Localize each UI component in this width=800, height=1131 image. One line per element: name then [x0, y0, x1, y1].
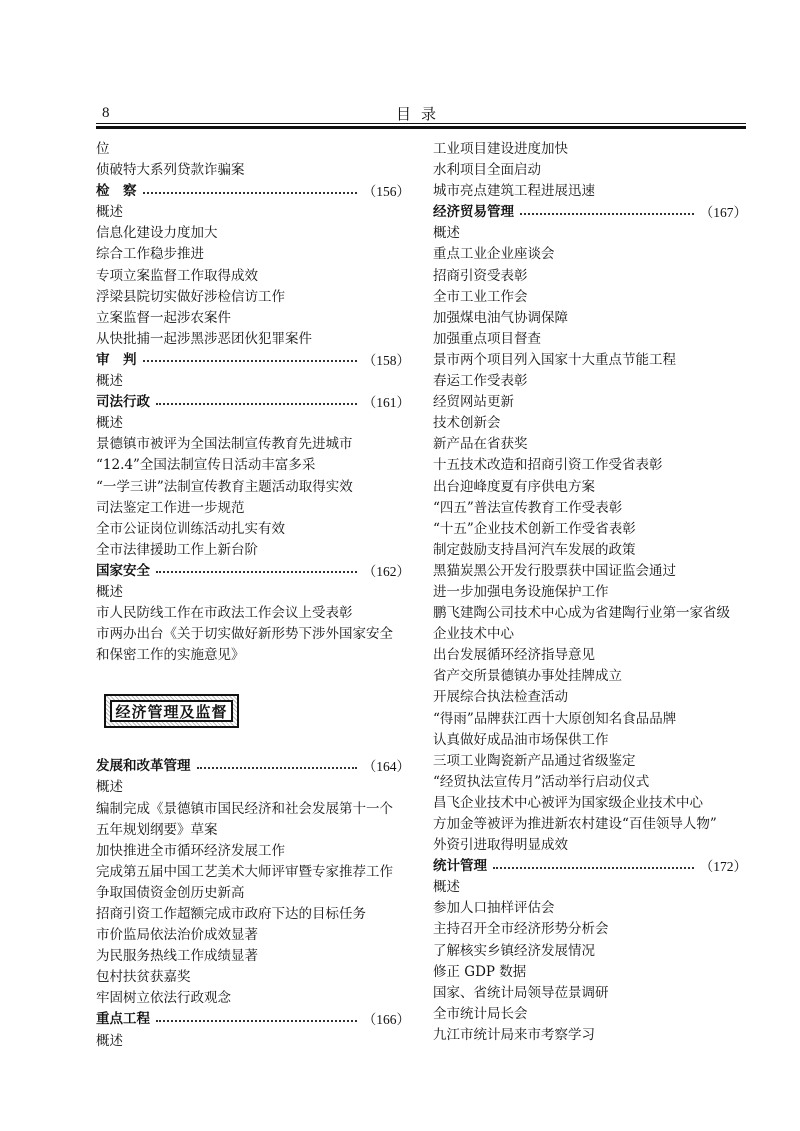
entry-title: 省产交所景德镇办事处挂牌成立 — [433, 668, 622, 685]
entry-title: 完成第五届中国工艺美术大师评审暨专家推荐工作 — [96, 863, 393, 880]
entry-title: 司法鉴定工作进一步规范 — [96, 499, 245, 516]
toc-entry — [433, 814, 747, 835]
section-title: 发展和改革管理 — [96, 758, 191, 775]
toc-entry — [433, 160, 747, 181]
entry-title: 出台迎峰度夏有序供电方案 — [433, 478, 595, 495]
entry-title: 信息化建设力度加大 — [96, 225, 218, 242]
entry-title: 五年规划纲要》草案 — [96, 821, 218, 838]
entry-title: 包村扶贫获嘉奖 — [96, 969, 191, 986]
entry-title: 城市亮点建筑工程进展迅速 — [433, 183, 595, 200]
running-header — [96, 98, 746, 128]
entry-title: 制定鼓励支持昌河汽车发展的政策 — [433, 541, 636, 558]
toc-entry — [96, 413, 410, 434]
toc-entry — [433, 877, 747, 898]
toc-entry — [96, 883, 410, 904]
page-number: 8 — [102, 105, 110, 121]
toc-entry — [433, 455, 747, 476]
entry-title: 招商引资受表彰 — [433, 267, 528, 284]
section-banner — [96, 666, 410, 756]
toc-entry — [96, 434, 410, 455]
banner-frame — [104, 694, 239, 728]
toc-entry — [96, 799, 410, 820]
toc-entry — [433, 1025, 747, 1046]
entry-title: 侦破特大系列贷款诈骗案 — [96, 162, 245, 179]
entry-title: 工业项目建设进度加快 — [433, 141, 568, 157]
entry-title: 加强煤电油气协调保障 — [433, 309, 568, 326]
entry-title: “12.4”全国法制宣传日活动丰富多采 — [96, 457, 316, 474]
toc-entry — [433, 392, 747, 413]
toc-entry — [433, 919, 747, 940]
entry-title: 十五技术改造和招商引资工作受省表彰 — [433, 457, 663, 474]
toc-entry — [433, 941, 747, 962]
entry-title: 编制完成《景德镇市国民经济和社会发展第十一个 — [96, 800, 393, 817]
dot-leader — [156, 571, 357, 573]
entry-title: 开展综合执法检查活动 — [433, 689, 568, 706]
toc-entry — [433, 898, 747, 919]
toc-entry — [433, 582, 747, 603]
section-title: 检 察 — [96, 183, 137, 200]
entry-title: 参加人口抽样评估会 — [433, 900, 555, 917]
toc-left-column — [96, 139, 410, 1052]
toc-entry — [433, 962, 747, 983]
entry-title: 经贸网站更新 — [433, 394, 514, 411]
entry-title: 加强重点项目督查 — [433, 330, 541, 347]
toc-entry — [433, 1004, 747, 1025]
toc-entry — [433, 983, 747, 1004]
section-title: 国家安全 — [96, 562, 150, 579]
toc-entry — [96, 455, 410, 476]
entry-title: 鹏飞建陶公司技术中心成为省建陶行业第一家省级 — [433, 605, 730, 622]
entry-title: 企业技术中心 — [433, 626, 514, 643]
toc-entry — [96, 946, 410, 967]
toc-entry — [433, 223, 747, 244]
page-ref: （161） — [362, 395, 410, 411]
entry-title: 概述 — [96, 583, 123, 600]
toc-entry — [433, 181, 747, 202]
entry-title: 市人民防线工作在市政法工作会议上受表彰 — [96, 605, 353, 622]
toc-entry — [96, 139, 410, 160]
toc-entry — [96, 244, 410, 265]
entry-title: 招商引资工作超额完成市政府下达的目标任务 — [96, 906, 366, 922]
toc-entry — [96, 477, 410, 498]
entry-title: “一学三讲”法制宣传教育主题活动取得实效 — [96, 478, 353, 495]
toc-entry — [96, 645, 410, 666]
dot-leader — [156, 1020, 357, 1022]
entry-title: 综合工作稳步推进 — [96, 246, 204, 263]
entry-title: 国家、省统计局领导莅景调研 — [433, 984, 609, 1001]
entry-title: 了解核实乡镇经济发展情况 — [433, 942, 595, 959]
toc-entry — [96, 519, 410, 540]
entry-title: 概述 — [96, 204, 123, 221]
toc-entry — [433, 413, 747, 434]
toc-section-heading — [96, 181, 410, 202]
header-rule-thick — [96, 126, 746, 129]
page-ref: （164） — [362, 759, 410, 775]
entry-title: 市价监局依法治价成效显著 — [96, 927, 258, 944]
toc-entry — [433, 603, 747, 624]
dot-leader — [143, 192, 357, 194]
entry-title: 新产品在省获奖 — [433, 436, 528, 453]
entry-title: 概述 — [96, 373, 123, 390]
entry-title: 全市法律援助工作上新台阶 — [96, 541, 258, 558]
toc-entry — [433, 329, 747, 350]
toc-entry — [433, 561, 747, 582]
toc-entry — [96, 371, 410, 392]
page-ref: （158） — [362, 352, 410, 368]
entry-title: 九江市统计局来市考察学习 — [433, 1026, 595, 1043]
entry-title: 专项立案监督工作取得成效 — [96, 267, 258, 284]
toc-entry — [96, 266, 410, 287]
toc-entry — [96, 287, 410, 308]
toc-entry — [433, 371, 747, 392]
entry-title: 市两办出台《关于切实做好新形势下涉外国家安全 — [96, 626, 393, 643]
section-title: 重点工程 — [96, 1011, 150, 1028]
toc-entry — [96, 603, 410, 624]
toc-entry — [96, 498, 410, 519]
section-title: 经济贸易管理 — [433, 204, 514, 221]
entry-title: 立案监督一起涉农案件 — [96, 309, 231, 326]
toc-entry — [433, 772, 747, 793]
entry-title: 景德镇市被评为全国法制宣传教育先进城市 — [96, 436, 353, 453]
banner-title: 经济管理及监督 — [110, 700, 233, 722]
toc-entry — [433, 139, 747, 160]
entry-title: 全市统计局长会 — [433, 1005, 528, 1022]
toc-entry — [96, 308, 410, 329]
toc-entry — [96, 1031, 410, 1052]
entry-title: 方加金等被评为推进新农村建设“百佳领导人物” — [433, 816, 717, 832]
toc-entry — [96, 540, 410, 561]
entry-title: 黑猫炭黑公开发行股票获中国证监会通过 — [433, 562, 676, 579]
dot-leader — [520, 213, 694, 215]
toc-entry — [96, 582, 410, 603]
entry-title: “得雨”品牌获江西十大原创知名食品品牌 — [433, 710, 677, 727]
toc-entry — [96, 988, 410, 1009]
toc-entry — [96, 820, 410, 841]
toc-entry — [433, 666, 747, 687]
toc-entry — [433, 287, 747, 308]
toc-entry — [433, 793, 747, 814]
running-title: 目录 — [395, 105, 446, 123]
entry-title: 位 — [96, 141, 110, 157]
page-ref: （162） — [362, 563, 410, 579]
toc-entry — [96, 862, 410, 883]
section-title: 审 判 — [96, 351, 137, 368]
entry-title: 全市公证岗位训练活动扎实有效 — [96, 520, 285, 537]
toc-entry — [433, 350, 747, 371]
toc-entry — [433, 709, 747, 730]
toc-entry — [433, 498, 747, 519]
toc-entry — [96, 841, 410, 862]
entry-title: “经贸执法宣传月”活动举行启动仪式 — [433, 773, 650, 790]
entry-title: 概述 — [96, 1032, 123, 1049]
toc-entry — [96, 777, 410, 798]
toc-entry — [433, 477, 747, 498]
entry-title: “十五”企业技术创新工作受省表彰 — [433, 520, 636, 537]
entry-title: 概述 — [433, 225, 460, 242]
toc-entry — [433, 645, 747, 666]
toc-section-heading — [433, 856, 747, 877]
toc-entry — [433, 266, 747, 287]
toc-entry — [433, 434, 747, 455]
entry-title: 全市工业工作会 — [433, 288, 528, 305]
entry-title: “四五”普法宣传教育工作受表彰 — [433, 499, 623, 516]
toc-entry — [96, 160, 410, 181]
dot-leader — [197, 767, 357, 769]
toc-section-heading — [433, 202, 747, 223]
entry-title: 牢固树立依法行政观念 — [96, 990, 231, 1007]
toc-entry — [433, 687, 747, 708]
entry-title: 概述 — [96, 415, 123, 432]
entry-title: 昌飞企业技术中心被评为国家级企业技术中心 — [433, 794, 703, 811]
toc-right-column — [433, 139, 747, 1046]
dot-leader — [143, 360, 357, 362]
toc-section-heading — [96, 561, 410, 582]
entry-title: 和保密工作的实施意见》 — [96, 647, 245, 664]
entry-title: 三项工业陶瓷新产品通过省级鉴定 — [433, 752, 636, 769]
entry-title: 技术创新会 — [433, 415, 501, 432]
toc-section-heading — [96, 392, 410, 413]
entry-title: 重点工业企业座谈会 — [433, 246, 555, 263]
entry-title: 认真做好成品油市场保供工作 — [433, 731, 609, 748]
toc-entry — [96, 925, 410, 946]
entry-title: 加快推进全市循环经济发展工作 — [96, 842, 285, 859]
entry-title: 争取国债资金创历史新高 — [96, 884, 245, 901]
entry-title: 概述 — [433, 879, 460, 896]
page-ref: （166） — [362, 1012, 410, 1028]
toc-entry — [433, 835, 747, 856]
entry-title: 修正 GDP 数据 — [433, 963, 527, 980]
entry-title: 春运工作受表彰 — [433, 373, 528, 390]
toc-entry — [96, 329, 410, 350]
toc-entry — [96, 904, 410, 925]
section-title: 司法行政 — [96, 394, 150, 411]
toc-entry — [96, 624, 410, 645]
toc-section-heading — [96, 1009, 410, 1030]
entry-title: 浮梁县院切实做好涉检信访工作 — [96, 288, 285, 305]
entry-title: 为民服务热线工作成绩显著 — [96, 948, 258, 965]
dot-leader — [156, 403, 357, 405]
toc-entry — [433, 730, 747, 751]
toc-section-heading — [96, 756, 410, 777]
entry-title: 从快批捕一起涉黑涉恶团伙犯罪案件 — [96, 330, 312, 347]
dot-leader — [493, 867, 694, 869]
toc-section-heading — [96, 350, 410, 371]
page-ref: （156） — [362, 184, 410, 200]
page-ref: （172） — [699, 859, 747, 875]
entry-title: 景市两个项目列入国家十大重点节能工程 — [433, 351, 676, 368]
header-rule-thin — [96, 123, 746, 124]
toc-entry — [433, 751, 747, 772]
entry-title: 外资引进取得明显成效 — [433, 837, 568, 854]
section-title: 统计管理 — [433, 858, 487, 875]
page-ref: （167） — [699, 205, 747, 221]
entry-title: 出台发展循环经济指导意见 — [433, 647, 595, 664]
toc-entry — [96, 967, 410, 988]
entry-title: 进一步加强电务设施保护工作 — [433, 583, 609, 600]
toc-entry — [96, 223, 410, 244]
toc-entry — [433, 308, 747, 329]
toc-entry — [433, 540, 747, 561]
toc-entry — [433, 519, 747, 540]
entry-title: 概述 — [96, 779, 123, 796]
toc-entry — [433, 624, 747, 645]
entry-title: 主持召开全市经济形势分析会 — [433, 921, 609, 938]
entry-title: 水利项目全面启动 — [433, 162, 541, 179]
toc-entry — [433, 244, 747, 265]
toc-entry — [96, 202, 410, 223]
